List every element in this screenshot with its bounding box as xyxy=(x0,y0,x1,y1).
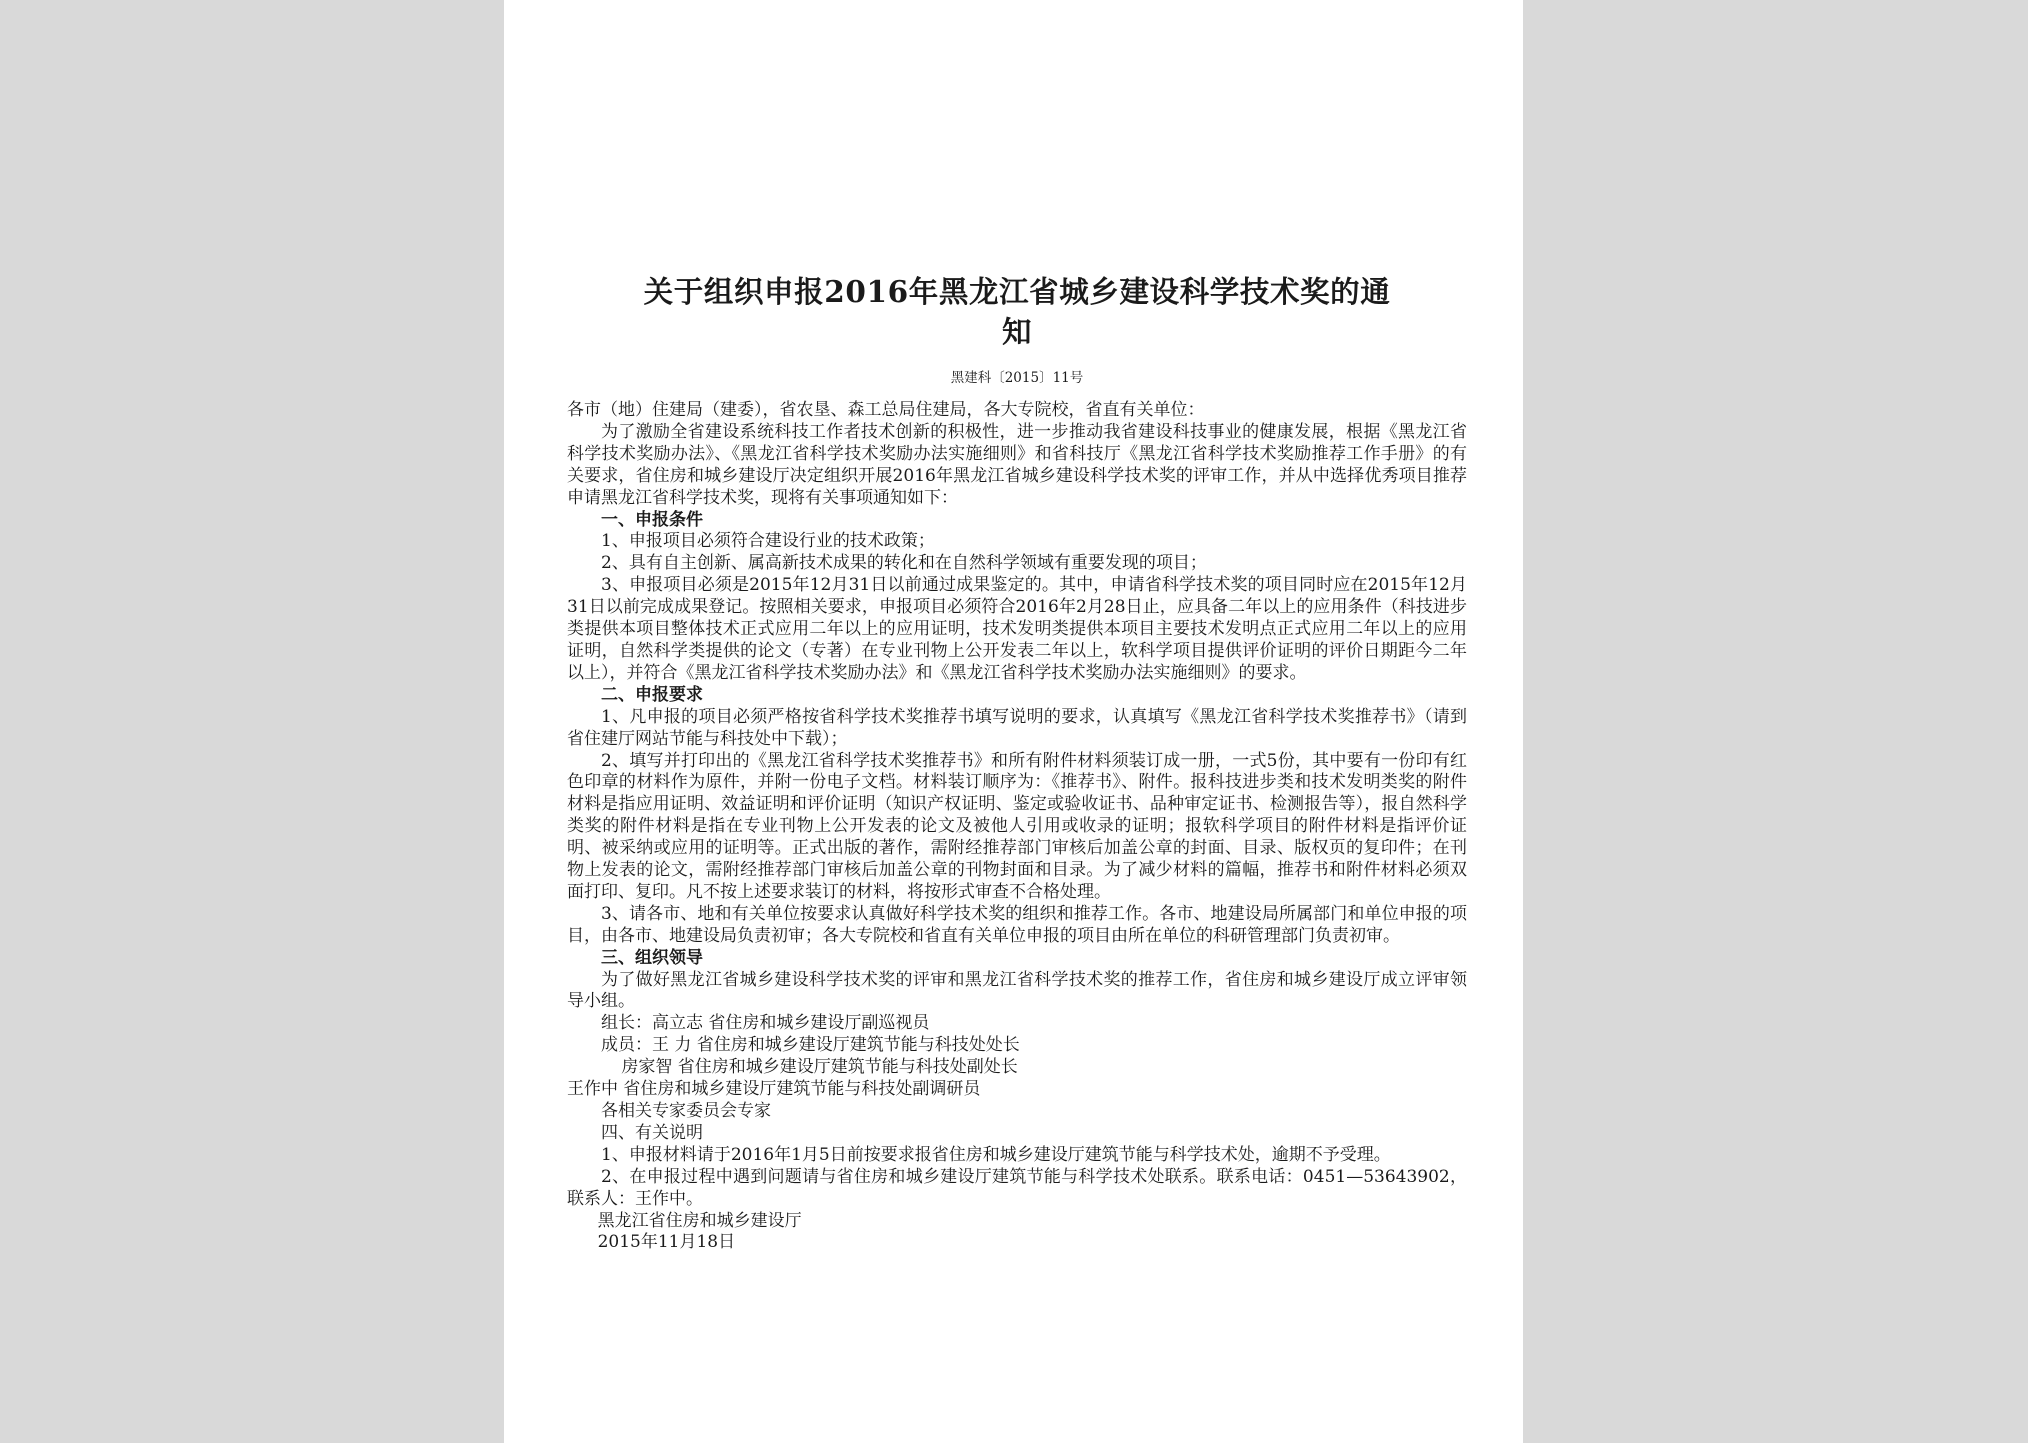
issue-date: 2015年11月18日 xyxy=(597,1232,736,1253)
addressee: 各市（地）住建局（建委），省农垦、森工总局住建局，各大专院校，省直有关单位： xyxy=(567,400,1205,420)
note-item-2: 2、在申报过程中遇到问题请与省住房和城乡建设厅建筑节能与科学技术处联系。联系电话：0451—53643902，联系人：王作中。 xyxy=(567,1166,1467,1209)
member-line-3: 王作中 省住房和城乡建设厅建筑节能与科技处副调研员 xyxy=(567,1079,981,1100)
document-content xyxy=(567,272,1467,1254)
condition-item-1: 1、申报项目必须符合建设行业的技术政策； xyxy=(601,531,935,552)
section-heading-1: 一、申报条件 xyxy=(601,509,703,530)
leader-line: 组长：高立志 省住房和城乡建设厅副巡视员 xyxy=(601,1013,930,1034)
intro-paragraph: 为了激励全省建设系统科技工作者技术创新的积极性，进一步推动我省建设科技事业的健康发展，根据《黑龙江省科学技术奖励办法》、《黑龙江省科学技术奖励办法实施细则》和省科技厅《黑龙江省科学技术奖励推荐工作手册》的有关要求，省住房和城乡建设厅决定组织开展2016年黑龙江省城乡建设科学技术奖的评审工作，并从中选择优秀项目推荐申请黑龙江省科学技术奖，现将有关事项通知如下： xyxy=(567,421,1467,508)
member-line-1: 成员：王 力 省住房和城乡建设厅建筑节能与科技处处长 xyxy=(601,1035,1020,1056)
section-heading-4: 四、有关说明 xyxy=(601,1122,703,1143)
condition-item-2: 2、具有自主创新、属高新技术成果的转化和在自然科学领域有重要发现的项目； xyxy=(601,553,1207,574)
section-heading-3: 三、组织领导 xyxy=(601,947,703,968)
title-line-1: 关于组织申报2016年黑龙江省城乡建设科学技术奖的通 xyxy=(643,274,1391,309)
condition-item-3: 3、申报项目必须是2015年12月31日以前通过成果鉴定的。其中，申请省科学技术奖的项目同时应在2015年12月31日以前完成成果登记。按照相关要求，申报项目必须符合2016年2月28日止，应具备二年以上的应用条件（科技进步类提供本项目整体技术正式应用二年以上的应用证明，技术发明类提供本项目主要技术发明点正式应用二年以上的应用证明，自然科学类提供的论文（专著）在专业刊物上公开发表二年以上，软科学项目提供评价证明的评价日期距今二年以上），并符合《黑龙江省科学技术奖励办法》和《黑龙江省科学技术奖励办法实施细则》的要求。 xyxy=(567,575,1467,683)
note-item-1: 1、申报材料请于2016年1月5日前按要求报省住房和城乡建设厅建筑节能与科学技术处，逾期不予受理。 xyxy=(601,1144,1391,1165)
title-line-2: 知 xyxy=(1001,314,1033,349)
requirement-item-2: 2、填写并打印出的《黑龙江省科学技术奖推荐书》和所有附件材料须装订成一册，一式5份，其中要有一份印有红色印章的材料作为原件，并附一份电子文档。材料装订顺序为：《推荐书》、附件。报科技进步类和技术发明类奖的附件材料是指应用证明、效益证明和评价证明（知识产权证明、鉴定或验收证书、品种审定证书、检测报告等），报自然科学类奖的附件材料是指在专业刊物上公开发表的论文及被他人引用或收录的证明；报软科学项目的附件材料是指评价证明、被采纳或应用的证明等。正式出版的著作，需附经推荐部门审核后加盖公章的封面、目录、版权页的复印件；在刊物上发表的论文，需附经推荐部门审核后加盖公章的刊物封面和目录。为了减少材料的篇幅，推荐书和附件材料必须双面打印、复印。凡不按上述要求装订的材料，将按形式审查不合格处理。 xyxy=(567,750,1467,902)
document-page xyxy=(504,0,1523,1443)
document-body xyxy=(567,400,1467,1254)
requirement-item-1: 1、凡申报的项目必须严格按省科学技术奖推荐书填写说明的要求，认真填写《黑龙江省科学技术奖推荐书》（请到省住建厅网站节能与科技处中下载）； xyxy=(567,706,1467,749)
member-line-2: 房家智 省住房和城乡建设厅建筑节能与科技处副处长 xyxy=(621,1057,1018,1078)
member-line-4: 各相关专家委员会专家 xyxy=(601,1101,771,1121)
section-heading-2: 二、申报要求 xyxy=(601,684,703,705)
requirement-item-3: 3、请各市、地和有关单位按要求认真做好科学技术奖的组织和推荐工作。各市、地建设局所属部门和单位申报的项目，由各市、地建设局负责初审；各大专院校和省直有关单位申报的项目由所在单位的科研管理部门负责初审。 xyxy=(567,903,1467,946)
issuer: 黑龙江省住房和城乡建设厅 xyxy=(597,1210,802,1231)
organization-paragraph: 为了做好黑龙江省城乡建设科学技术奖的评审和黑龙江省科学技术奖的推荐工作，省住房和城乡建设厅成立评审领导小组。 xyxy=(567,969,1467,1012)
document-number: 黑建科〔2015〕11号 xyxy=(950,370,1084,386)
document-title xyxy=(567,272,1467,352)
